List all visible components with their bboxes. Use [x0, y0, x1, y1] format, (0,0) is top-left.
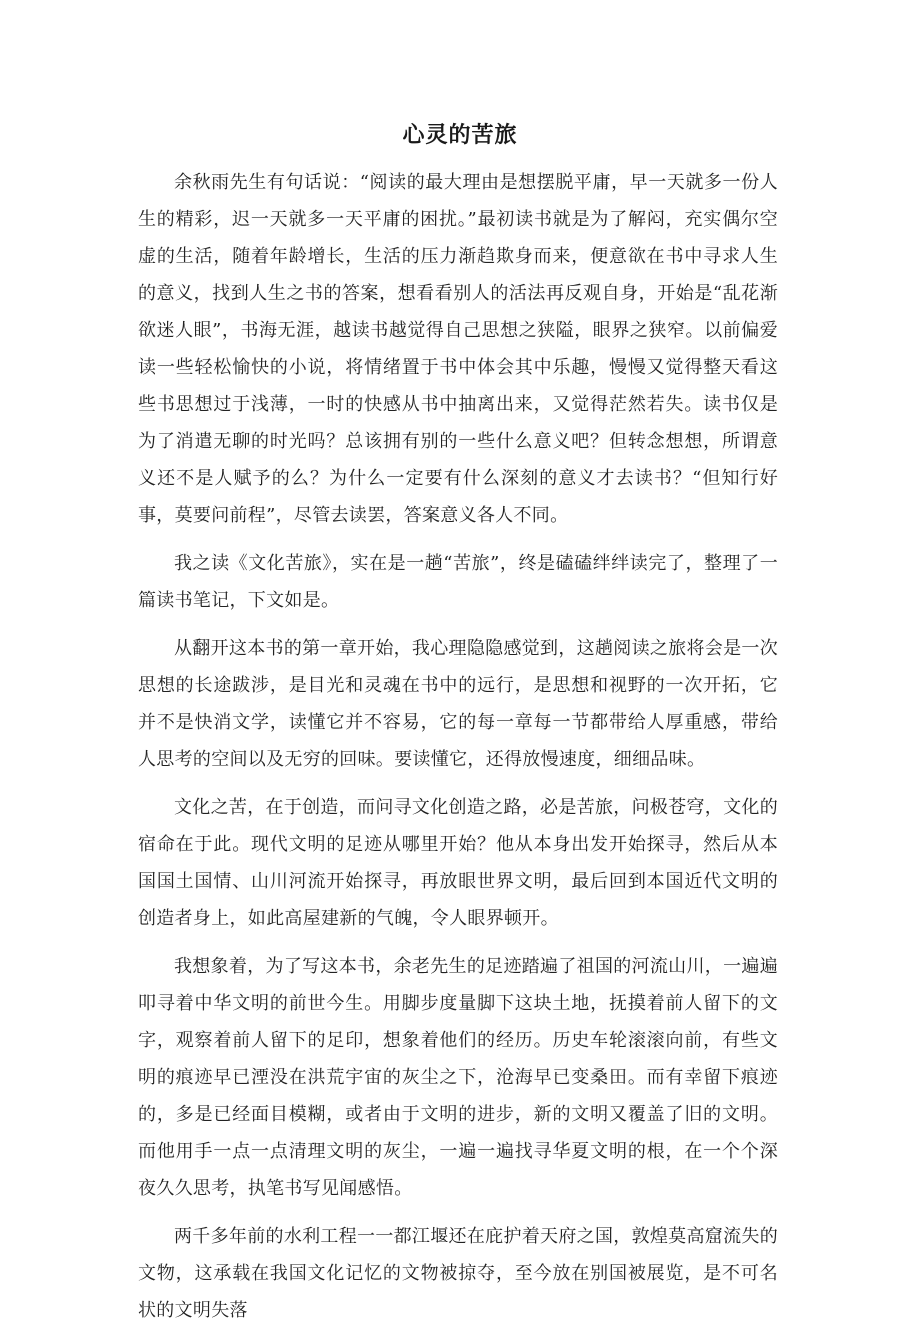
paragraph-5: 我想象着，为了写这本书，余老先生的足迹踏遍了祖国的河流山川，一遍遍叩寻着中华文明的前世今生。用脚步度量脚下这块土地，抚摸着前人留下的文字，观察着前人留下的足印，想象着他们的经历。历史车轮滚滚向前，有些文明的痕迹早已湮没在洪荒宇宙的灰尘之下，沧海早已变桑田。而有幸留下痕迹的，多是已经面目模糊，或者由于文明的进步，新的文明又覆盖了旧的文明。而他用手一点一点清理文明的灰尘，一遍一遍找寻华夏文明的根，在一个个深夜久久思考，执笔书写见闻感悟。: [138, 956, 778, 1199]
paragraph-6: 两千多年前的水利工程一一都江堰还在庇护着天府之国，敦煌莫高窟流失的文物，这承载在我国文化记忆的文物被掠夺，至今放在别国被展览，是不可名状的文明失落: [138, 1226, 778, 1321]
paragraph-4: 文化之苦，在于创造，而问寻文化创造之路，必是苦旅，问极苍穹，文化的宿命在于此。现代文明的足迹从哪里开始？他从本身出发开始探寻，然后从本国国土国情、山川河流开始探寻，再放眼世界文明，最后回到本国近代文明的创造者身上，如此高屋建新的气魄，令人眼界顿开。: [138, 797, 778, 929]
paragraph-2: 我之读《文化苦旅》，实在是一趟“苦旅”，终是磕磕绊绊读完了，整理了一篇读书笔记，下文如是。: [138, 553, 778, 611]
paragraph-1: 余秋雨先生有句话说：“阅读的最大理由是想摆脱平庸，早一天就多一份人生的精彩，迟一天就多一天平庸的困扰。”最初读书就是为了解闷，充实偶尔空虚的生活，随着年龄增长，生活的压力渐趋欺身而来，便意欲在书中寻求人生的意义，找到人生之书的答案，想看看别人的活法再反观自身，开始是“乱花渐欲迷人眼”，书海无涯，越读书越觉得自己思想之狭隘，眼界之狭窄。以前偏爱读一些轻松愉快的小说，将情绪置于书中体会其中乐趣，慢慢又觉得整天看这些书思想过于浅薄，一时的快感从书中抽离出来，又觉得茫然若失。读书仅是为了消遣无聊的时光吗？总该拥有别的一些什么意义吧？但转念想想，所谓意义还不是人赋予的么？为什么一定要有什么深刻的意义才去读书？“但知行好事，莫要问前程”，尽管去读罢，答案意义各人不同。: [138, 172, 778, 526]
document-title: 心灵的苦旅: [402, 123, 518, 148]
document-body: [138, 164, 778, 1340]
paragraph-3: 从翻开这本书的第一章开始，我心理隐隐感觉到，这趟阅读之旅将会是一次思想的长途跋涉，是目光和灵魂在书中的远行，是思想和视野的一次开拓，它并不是快消文学，读懂它并不容易，它的每一章每一节都带给人厚重感，带给人思考的空间以及无穷的回味。要读懂它，还得放慢速度，细细品味。: [138, 638, 778, 770]
